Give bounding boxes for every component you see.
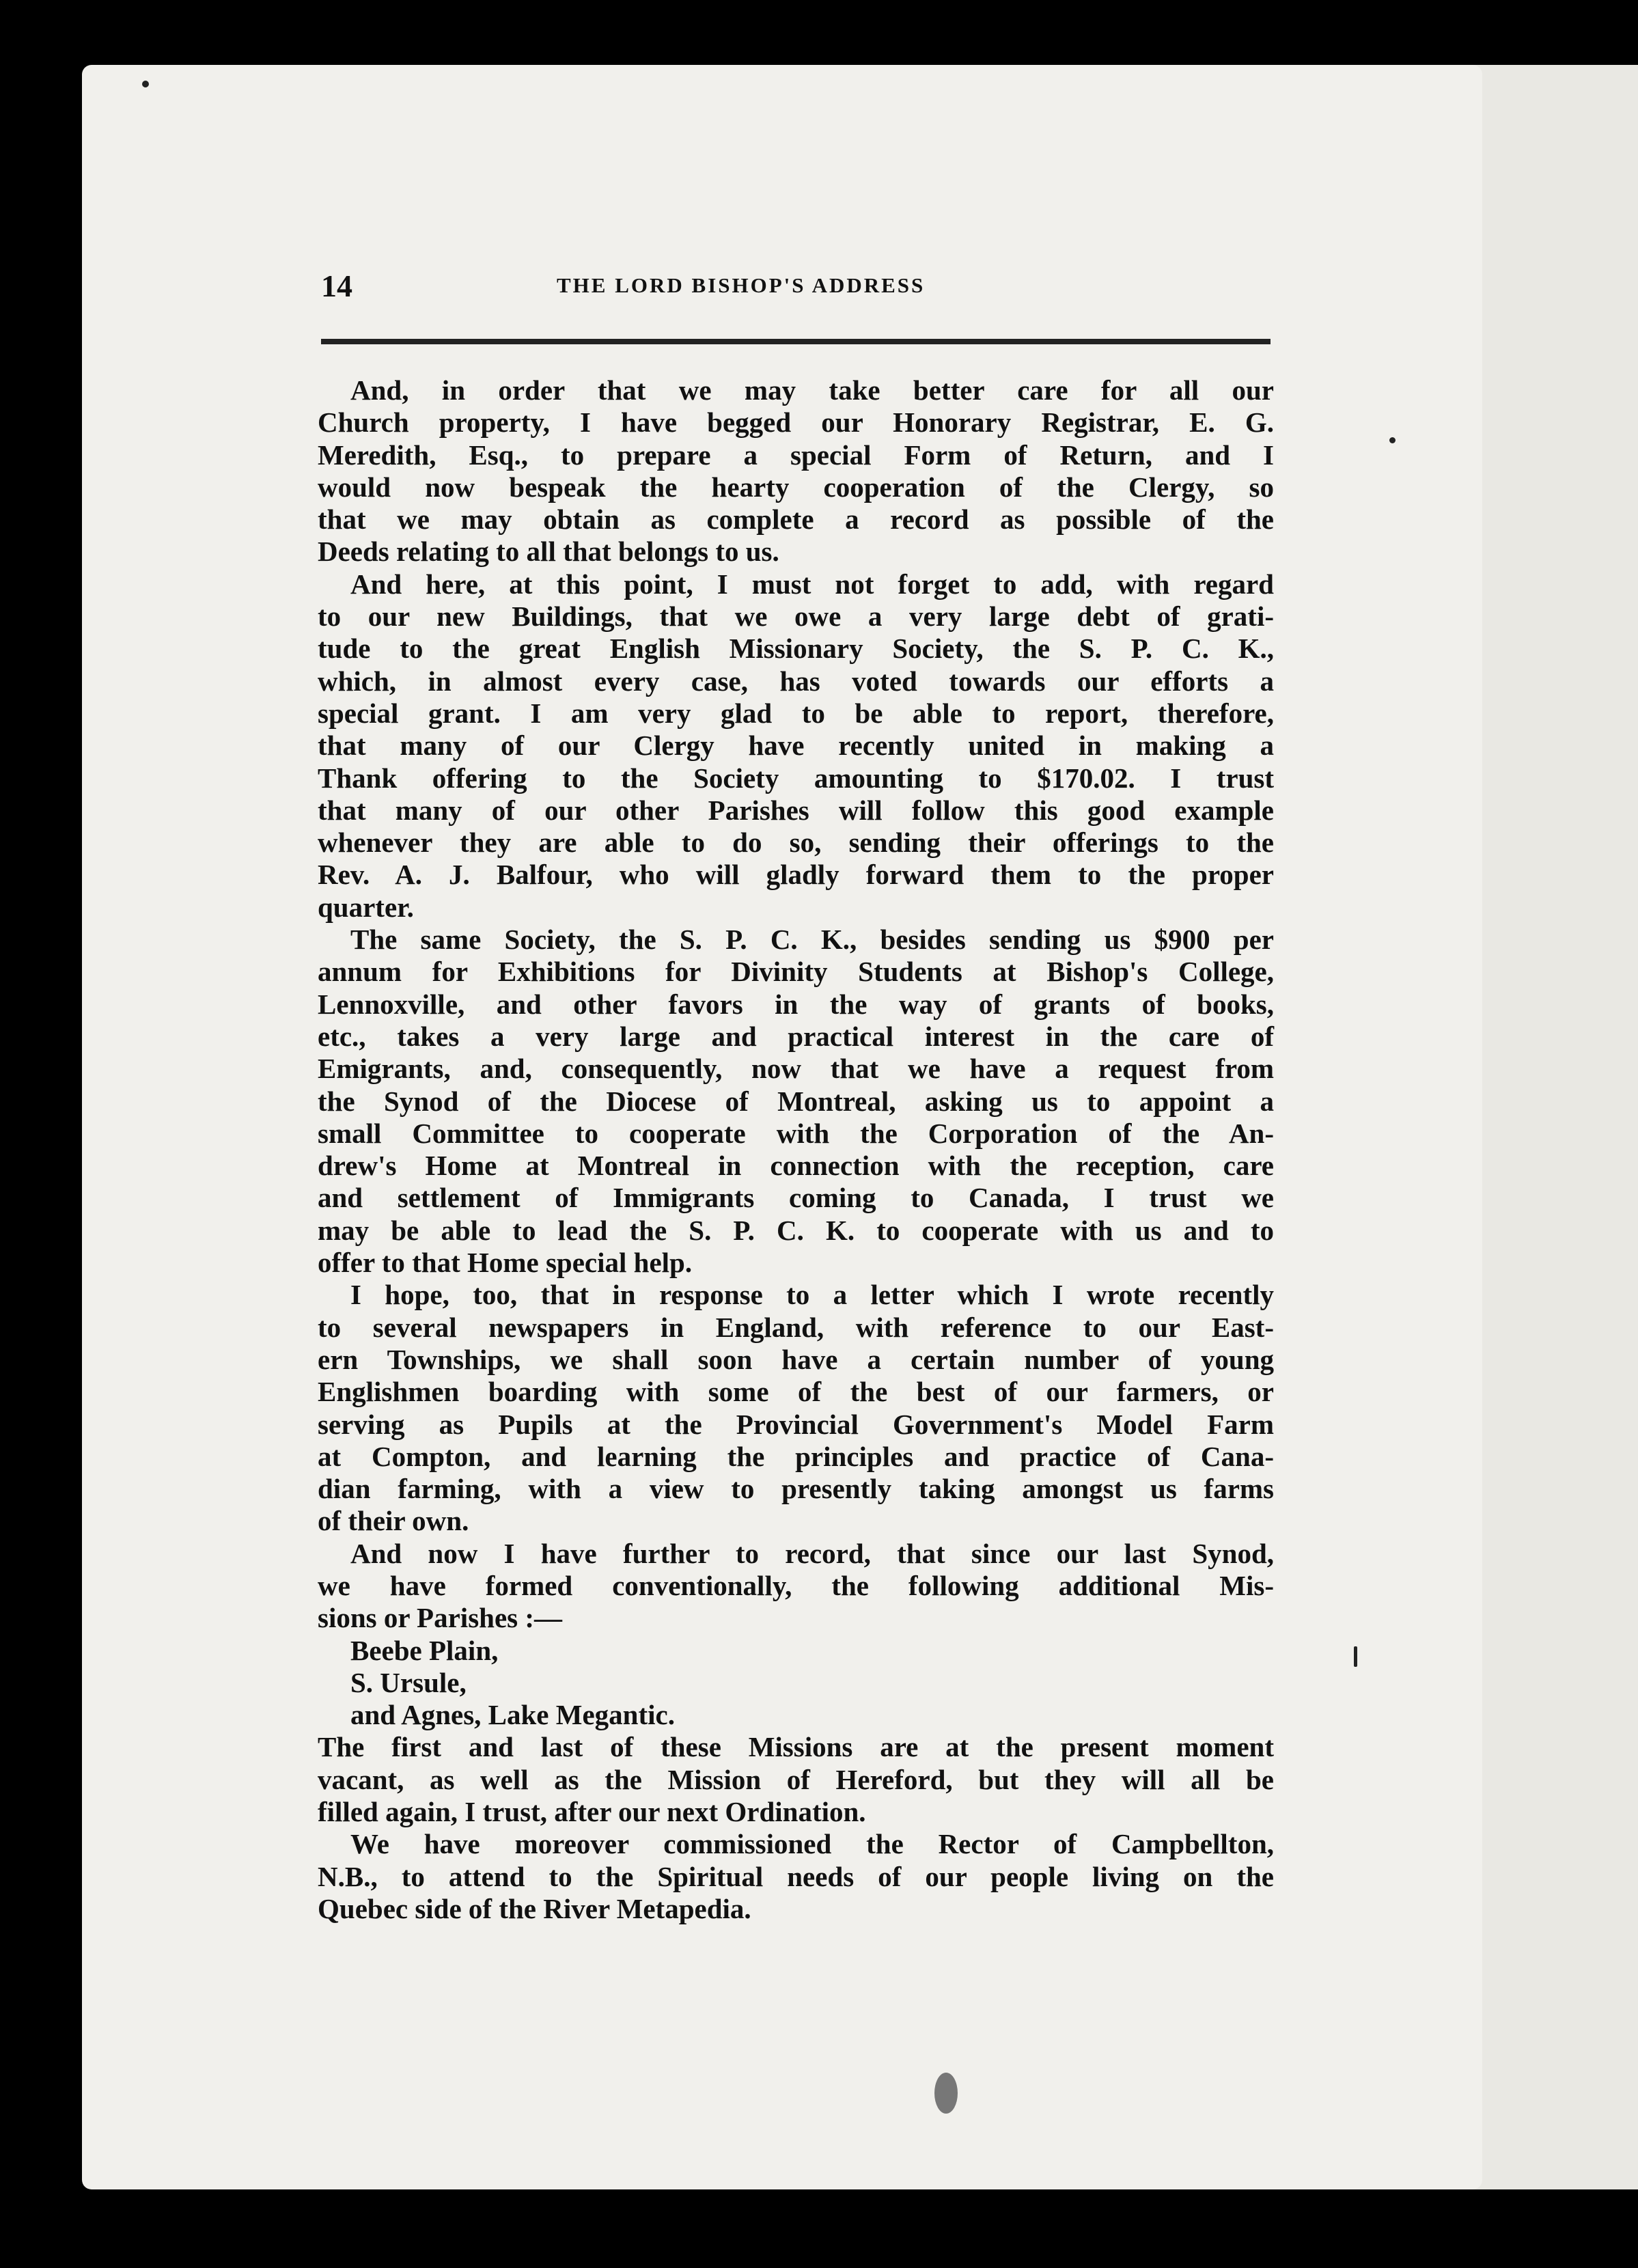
text-line: drew's Home at Montreal in connection with the reception, care: [318, 1150, 1274, 1182]
text-line: and settlement of Immigrants coming to Canada, I trust we: [318, 1182, 1274, 1214]
facing-page-edge: [1469, 65, 1638, 2189]
text-line: dian farming, with a view to presently taking amongst us farms: [318, 1473, 1274, 1505]
text-line: Church property, I have begged our Honorary Registrar, E. G.: [318, 406, 1274, 439]
page-header: [321, 268, 1271, 306]
text-line: of their own.: [318, 1505, 469, 1537]
text-line: that many of our Clergy have recently united in making a: [318, 730, 1274, 762]
text-line: We have moreover commissioned the Rector of Campbellton,: [350, 1828, 1274, 1860]
text-line: N.B., to attend to the Spiritual needs of our people living on the: [318, 1860, 1274, 1892]
text-line: And, in order that we may take better care for all our: [350, 374, 1274, 406]
text-line: we have formed conventionally, the following additional Mis-: [318, 1569, 1274, 1601]
text-line: Emigrants, and, consequently, now that we have a request from: [318, 1053, 1274, 1085]
text-line: Quebec side of the River Metapedia.: [318, 1892, 751, 1924]
text-line: special grant. I am very glad to be able to report, therefore,: [318, 697, 1274, 729]
text-line: ern Townships, we shall soon have a certain number of young: [318, 1343, 1274, 1375]
text-line: which, in almost every case, has voted towards our efforts a: [318, 665, 1274, 697]
text-line: sions or Parishes :—: [318, 1602, 563, 1634]
text-line: etc., takes a very large and practical interest in the care of: [318, 1020, 1274, 1052]
text-line: Rev. A. J. Balfour, who will gladly forward them to the proper: [318, 859, 1274, 891]
body-text: [318, 374, 1274, 1925]
text-line: small Committee to cooperate with the Corporation of the An-: [318, 1117, 1274, 1149]
page-number: 14: [321, 268, 352, 303]
text-line: Thank offering to the Society amounting to $170.02. I trust: [318, 762, 1274, 794]
text-line: would now bespeak the hearty cooperation of the Clergy, so: [318, 471, 1274, 503]
text-line: I hope, too, that in response to a letter which I wrote recently: [350, 1279, 1274, 1311]
text-line: that we may obtain as complete a record as possible of the: [318, 503, 1274, 536]
text-line: at Compton, and learning the principles and practice of Cana-: [318, 1440, 1274, 1472]
text-line: The same Society, the S. P. C. K., besides sending us $900 per: [350, 924, 1274, 956]
text-line: that many of our other Parishes will follow this good example: [318, 794, 1274, 826]
text-line: to several newspapers in England, with reference to our East-: [318, 1311, 1274, 1343]
text-line: vacant, as well as the Mission of Hereford, but they will all be: [318, 1763, 1274, 1795]
text-line: Englishmen boarding with some of the best of our farmers, or: [318, 1376, 1274, 1408]
text-line: And now I have further to record, that since our last Synod,: [350, 1537, 1274, 1569]
text-line: may be able to lead the S. P. C. K. to cooperate with us and to: [318, 1214, 1274, 1246]
list-item: and Agnes, Lake Megantic.: [350, 1699, 675, 1731]
text-line: whenever they are able to do so, sending their offerings to the: [318, 827, 1274, 859]
text-line: And here, at this point, I must not forget to add, with regard: [350, 568, 1274, 600]
text-line: the Synod of the Diocese of Montreal, asking us to appoint a: [318, 1085, 1274, 1117]
scan-speck: [1354, 1646, 1357, 1667]
text-line: Meredith, Esq., to prepare a special Form of Return, and I: [318, 439, 1274, 471]
scan-speck: [934, 2073, 958, 2114]
text-line: offer to that Home special help.: [318, 1247, 693, 1279]
scan-speck: [1389, 437, 1396, 443]
list-item: S. Ursule,: [350, 1666, 467, 1698]
scan-speck: [142, 81, 149, 87]
text-line: filled again, I trust, after our next Ordination.: [318, 1796, 866, 1828]
running-title: THE LORD BISHOP'S ADDRESS: [557, 273, 926, 297]
text-line: serving as Pupils at the Provincial Government's Model Farm: [318, 1408, 1274, 1440]
text-line: annum for Exhibitions for Divinity Students at Bishop's College,: [318, 956, 1274, 988]
text-line: Lennoxville, and other favors in the way of grants of books,: [318, 988, 1274, 1020]
text-line: Deeds relating to all that belongs to us.: [318, 536, 779, 568]
text-line: quarter.: [318, 891, 414, 923]
list-item: Beebe Plain,: [350, 1634, 499, 1666]
text-line: to our new Buildings, that we owe a very large debt of grati-: [318, 600, 1274, 633]
header-rule: [321, 339, 1271, 344]
text-line: The first and last of these Missions are at the present moment: [318, 1731, 1274, 1763]
text-line: tude to the great English Missionary Society, the S. P. C. K.,: [318, 633, 1274, 665]
